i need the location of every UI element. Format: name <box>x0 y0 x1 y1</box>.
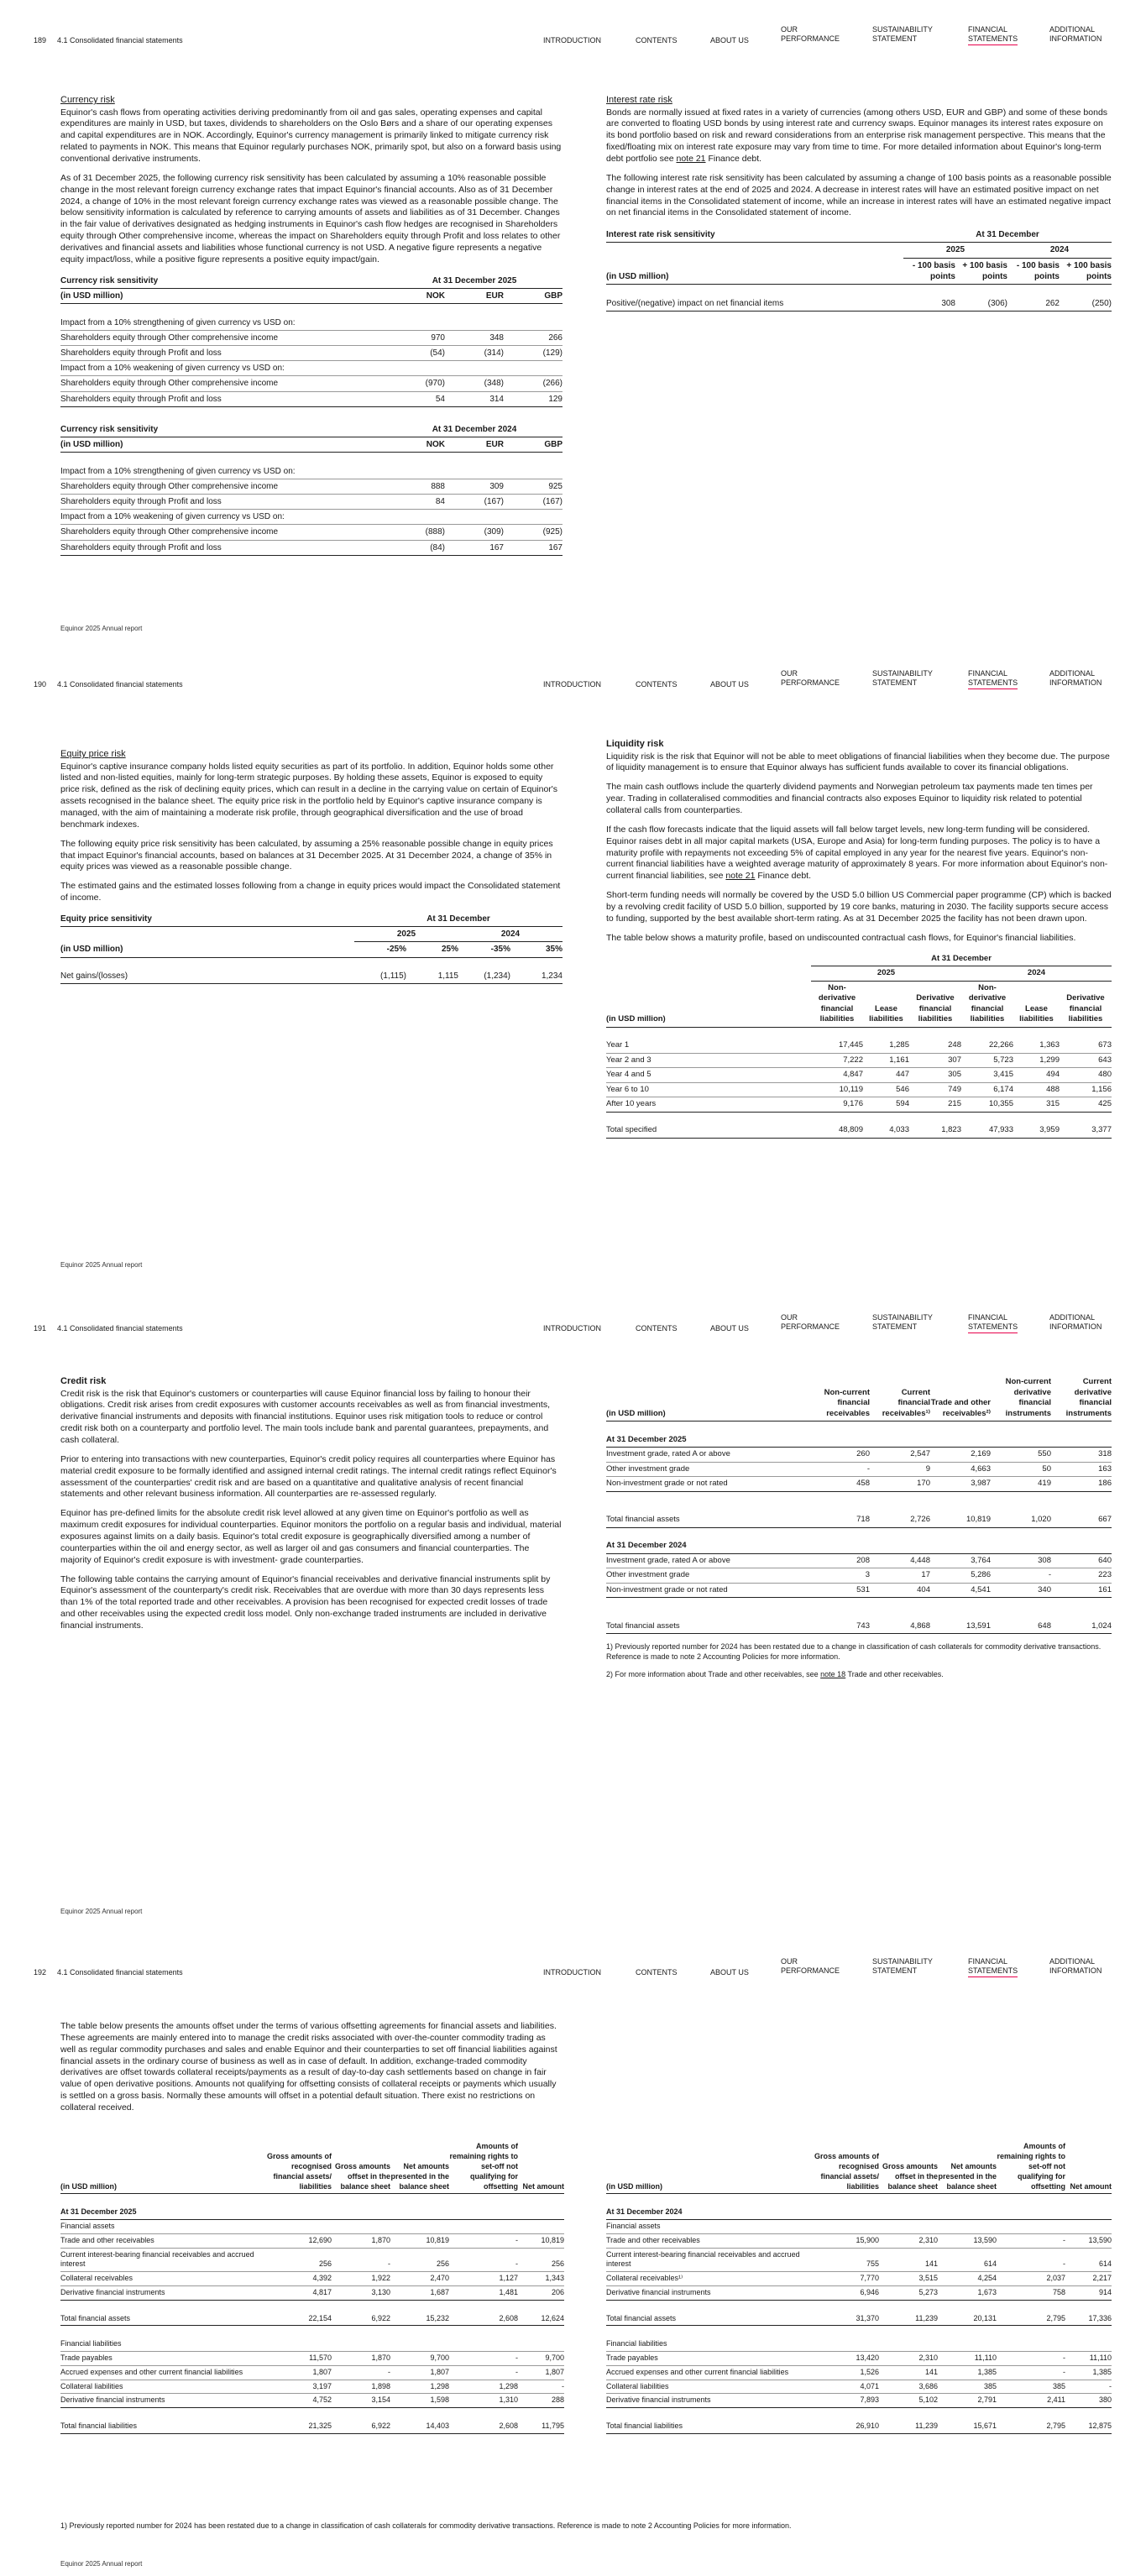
offsetting-paragraph: The table below presents the amounts offset under the terms of various offsetting agreements for financial assets and liabilities. These agreements are mainly entered into to manage the credit risks associated with over-the-counter commodity trading as well as regular commodity purchases and sales and enable Equinor and their counterparties to set off financial liabilities against financial assets in the ordinary course of business as well as in case of default. In addition, exchange-traded commodity derivatives are offset towards collateral receipts/payments as a result of day-to-day cash settlements based on change in fair value of open derivative positions. Amounts not qualifying for offsetting consists of collateral receipts or payments which usually is settled on a gross basis. Normally these amounts will offset in a potential default situation. There exist no restrictions on collateral received. <box>60 2021 557 2113</box>
table-unit: (in USD million) <box>60 288 386 303</box>
nav-about-us[interactable]: ABOUT US <box>710 1968 749 1977</box>
table-row: Impact from a 10% strengthening of given currency vs USD on: <box>60 464 563 479</box>
liquidity-paragraph: Liquidity risk is the risk that Equinor will not be able to meet obligations of financial liabilities when they become due. The purpose of liquidity management is to ensure that Equinor always has sufficient funds available to cover its financial obligations. <box>606 751 1110 773</box>
page-header <box>0 1313 1146 1338</box>
nav-our-performance[interactable]: OUR PERFORMANCE <box>781 1313 840 1331</box>
page-header <box>0 669 1146 694</box>
section-title: 4.1 Consolidated financial statements <box>57 1968 183 1977</box>
offsetting-table-2025: (in USD million) Gross amounts of recognised financial assets/ liabilities Gross amounts offset in the balance sheet Net amounts presented in the balance sheet Amounts of remaining rights to set-off not qualifying for offsetting Net amount At 31 December 2025 Financial assets Trade and other receivables 12,690 1,870 10,819 - 10,819 Current interest-bearing financial receivables and accrued interest 256 - 256 - 256 Collateral receivables 4,392 1,922 2,470 1,127 1,343 Derivative financial instruments 4,817 3,130 1,687 1,481 206 Total financial assets 22,154 6,922 15,232 2,608 12,624 Financial liabilities Trade payables 11,570 1,870 9,700 - 9,700 Accrued expenses and other current financial liabilities 1,807 - 1,807 - 1,807 Collateral liabilities 3,197 1,898 1,298 1,298 - Derivative financial instruments 4,752 3,154 1,598 1,310 288 Total financial liabilities 21,325 6,922 14,403 2,608 11,795 <box>60 2140 564 2434</box>
credit-paragraph: The following table contains the carrying amount of Equinor's financial receivables and derivative financial instruments split by Equinor's assessment of the counterparty's credit risk. Receivables that are overdue with more than 30 days represents less than 1% of the total reported trade and other receivables. A provision has been recognised for expected credit losses of trade and other receivables using the expected credit loss model. Only non-exchange traded instruments are included in derivative financial instruments. <box>60 1573 551 1631</box>
nav-sustainability-statement[interactable]: SUSTAINABILITY STATEMENT <box>872 1957 933 1975</box>
footer: Equinor 2025 Annual report <box>60 625 143 632</box>
table-row: Collateral liabilities 3,197 1,898 1,298 1,298 - <box>60 2380 564 2394</box>
footer: Equinor 2025 Annual report <box>60 1908 143 1915</box>
page-number: 191 <box>34 1324 47 1333</box>
page-191 <box>0 1288 1146 1932</box>
nav-sustainability-statement[interactable]: SUSTAINABILITY STATEMENT <box>872 669 933 687</box>
nav-financial-statements[interactable]: FINANCIAL STATEMENTS <box>968 669 1018 689</box>
liquidity-risk-title: Liquidity risk <box>606 739 664 749</box>
table-group-label: Financial liabilities <box>60 2338 122 2348</box>
table-row: Shareholders equity through Profit and loss 84 (167) (167) <box>60 494 563 509</box>
table-row: Year 2 and 3 7,222 1,161 307 5,723 1,299 643 <box>606 1053 1112 1068</box>
page-number: 190 <box>34 680 47 689</box>
nav-about-us[interactable]: ABOUT US <box>710 680 749 689</box>
table-subheading: At 31 December 2025 <box>606 1434 687 1444</box>
table-row: Trade payables 11,570 1,870 9,700 - 9,700 <box>60 2351 564 2365</box>
table-total-row: Total financial liabilities 21,325 6,922 14,403 2,608 11,795 <box>60 2420 564 2433</box>
equity-paragraph: The following equity price risk sensitivity has been calculated, by assuming a 25% reasonable possible change in equity prices that impact Equinor's financial accounts, based on balances at 31 December 2025. At 31 December 2024, a change of 35% in equity prices was viewed as a reasonable possible change. <box>60 838 553 872</box>
table-row: Shareholders equity through Profit and loss 54 314 129 <box>60 391 563 406</box>
credit-paragraph: Prior to entering into transactions with new counterparties, Equinor's credit policy requires all counterparties where Equinor has material credit exposure to be formally identified and assigned internal credit ratings. The internal credit ratings reflect Equinor's assessment of the counterparties' credit risk and are based on a quantitative and qualitative analysis of recent financial statements and other relevant business information. All counterparties are re-assessed regularly. <box>60 1453 557 1500</box>
interest-rate-risk-column <box>606 94 1112 312</box>
equity-paragraph: Equinor's captive insurance company holds listed equity securities as part of its portfolio. In addition, Equinor holds some other listed and non-listed equities, mainly for long-term strategic purposes. By holding these assets, Equinor is exposed to equity price risk, defined as the risk of declining equity prices, which can result in a decline in the carrying value on certain of Equinor's assets recognised in the balance sheet. The equity price risk in the portfolio held by Equinor's captive insurance company is managed, with the aim of maintaining a moderate risk profile, through geographical diversification and the use of broad benchmark indexes. <box>60 761 558 830</box>
table-row: Impact from a 10% weakening of given currency vs USD on: <box>60 510 563 525</box>
table-row: Derivative financial instruments 6,946 5,273 1,673 758 914 <box>606 2286 1112 2301</box>
nav-financial-statements[interactable]: FINANCIAL STATEMENTS <box>968 25 1018 45</box>
table-row: Other investment grade 3 17 5,286 - 223 <box>606 1568 1112 1584</box>
table-row: Positive/(negative) impact on net financial items 308 (306) 262 (250) <box>606 296 1112 312</box>
table-total-row: Total financial assets 22,154 6,922 15,232 2,608 12,624 <box>60 2312 564 2326</box>
table-row: Trade and other receivables 15,900 2,310 13,590 - 13,590 <box>606 2233 1112 2248</box>
nav-introduction[interactable]: INTRODUCTION <box>543 36 601 45</box>
nav-additional-information[interactable]: ADDITIONAL INFORMATION <box>1049 25 1102 43</box>
table-row: Non-investment grade or not rated 458 170 3,987 419 186 <box>606 1477 1112 1492</box>
credit-risk-column <box>60 1375 563 1640</box>
page-header <box>0 1957 1146 1982</box>
table-period: At 31 December 2024 <box>386 422 563 437</box>
note-link[interactable]: note 18 <box>820 1670 846 1679</box>
table-subheading: At 31 December 2024 <box>606 2207 683 2216</box>
equity-price-sensitivity-table: Equity price sensitivity At 31 December 2025 2024 (in USD million) -25% 25% -35% 35% Net gains/(losses) (1,115) 1,115 (1,234) 1,234 <box>60 912 563 984</box>
table-group-label: Financial liabilities <box>606 2338 667 2348</box>
nav-contents[interactable]: CONTENTS <box>636 1968 678 1977</box>
nav-our-performance[interactable]: OUR PERFORMANCE <box>781 1957 840 1975</box>
page-189 <box>0 0 1146 644</box>
nav-our-performance[interactable]: OUR PERFORMANCE <box>781 25 840 43</box>
table-row: Shareholders equity through Other comprehensive income (970) (348) (266) <box>60 376 563 391</box>
table-total-row: Total financial liabilities 26,910 11,239 15,671 2,795 12,875 <box>606 2420 1112 2433</box>
table-row: Accrued expenses and other current financial liabilities 1,526 141 1,385 - 1,385 <box>606 2365 1112 2380</box>
equity-paragraph: The estimated gains and the estimated losses following from a change in equity prices would impact the Consolidated statement of income. <box>60 881 561 903</box>
nav-financial-statements[interactable]: FINANCIAL STATEMENTS <box>968 1313 1018 1333</box>
interest-rate-sensitivity-table: Interest rate risk sensitivity At 31 December 2025 2024 (in USD million) - 100 basis points + 100 basis points - 100 basis points + 100 basis points Positive/(negative) impact on net financial items 308 (306) 262 (250) <box>606 228 1112 311</box>
table-group-label: Financial assets <box>60 2221 115 2230</box>
nav-introduction[interactable]: INTRODUCTION <box>543 1968 601 1977</box>
currency-risk-paragraph: Equinor's cash flows from operating activities deriving predominantly from oil and gas sales, operating expenses and capital expenditures are mainly in USD, but taxes, dividends to shareholders on the Oslo Børs and a share of our operating expenses and capital expenditures are in NOK. Accordingly, Equinor's currency management is primarily linked to mitigate currency risk related to payments in NOK. This means that Equinor regularly purchases NOK, primarily spot, but also on a forward basis using conventional derivative instruments. <box>60 107 562 164</box>
table-row: Collateral receivables¹⁾ 7,770 3,515 4,254 2,037 2,217 <box>606 2272 1112 2286</box>
table-row: Derivative financial instruments 4,817 3,130 1,687 1,481 206 <box>60 2286 564 2301</box>
table-total-row: Total financial assets 743 4,868 13,591 648 1,024 <box>606 1620 1112 1634</box>
currency-risk-title: Currency risk <box>60 95 115 105</box>
nav-financial-statements[interactable]: FINANCIAL STATEMENTS <box>968 1957 1018 1977</box>
table-row: Non-investment grade or not rated 531 404 4,541 340 161 <box>606 1583 1112 1598</box>
table-row: Accrued expenses and other current financial liabilities 1,807 - 1,807 - 1,807 <box>60 2365 564 2380</box>
table-row: Impact from a 10% strengthening of given currency vs USD on: <box>60 316 563 331</box>
table-row: Shareholders equity through Other comprehensive income 888 309 925 <box>60 479 563 494</box>
page-190 <box>0 644 1146 1288</box>
col-header: EUR <box>445 288 504 303</box>
credit-risk-title: Credit risk <box>60 1376 107 1386</box>
table-total-row: Total financial assets 718 2,726 10,819 1,020 667 <box>606 1513 1112 1527</box>
table-group-label: Financial assets <box>606 2221 661 2230</box>
note-link[interactable]: note 21 <box>725 871 756 882</box>
table-row: Other investment grade - 9 4,663 50 163 <box>606 1462 1112 1477</box>
currency-sensitivity-table-2025 <box>60 274 563 407</box>
interest-rate-paragraph: The following interest rate risk sensitivity has been calculated by assuming a change of 100 basis points as a reasonable possible change in interest rates at the end of 2025 and 2024. A decrease in interest rates will have an estimated positive impact on net financial items in the Consolidated statement of income, while an increase in interest rates will have an estimated negative impact on net financial items in the Consolidated statement of income. <box>606 172 1112 218</box>
table-row: Shareholders equity through Other comprehensive income 970 348 266 <box>60 330 563 345</box>
table-row: Trade payables 13,420 2,310 11,110 - 11,110 <box>606 2351 1112 2365</box>
table-period: At 31 December 2025 <box>386 274 563 289</box>
nav-additional-information[interactable]: ADDITIONAL INFORMATION <box>1049 669 1102 687</box>
nav-contents[interactable]: CONTENTS <box>636 36 678 45</box>
nav-sustainability-statement[interactable]: SUSTAINABILITY STATEMENT <box>872 25 933 43</box>
col-header: NOK <box>386 288 445 303</box>
table-row: Net gains/(losses) (1,115) 1,115 (1,234) 1,234 <box>60 969 563 984</box>
table-row: Year 6 to 10 10,119 546 749 6,174 488 1,156 <box>606 1082 1112 1097</box>
footer: Equinor 2025 Annual report <box>60 1261 143 1269</box>
col-header: GBP <box>504 288 563 303</box>
nav-about-us[interactable]: ABOUT US <box>710 1324 749 1333</box>
page-192 <box>0 1932 1146 2576</box>
liquidity-risk-column <box>606 738 1112 1139</box>
offsetting-intro <box>60 2021 563 2122</box>
liquidity-paragraph: Short-term funding needs will normally be covered by the USD 5.0 billion US Commercial paper programme (CP) which is backed by a revolving credit facility of USD 5.0 billion, supported by 19 core banks, maturing in 2030. The facility supports secure access to funding, supported by the best available short-term rating. As at 31 December 2025 the facility has not been drawn upon. <box>606 890 1112 924</box>
table-row: Current interest-bearing financial receivables and accrued interest 256 - 256 - 256 <box>60 2248 564 2272</box>
section-title: 4.1 Consolidated financial statements <box>57 36 183 45</box>
equity-price-risk-title: Equity price risk <box>60 749 126 759</box>
nav-contents[interactable]: CONTENTS <box>636 680 678 689</box>
page-number: 189 <box>34 36 47 45</box>
footnote: 1) Previously reported number for 2024 has been restated due to a change in classification of cash collaterals for commodity derivative transactions. Reference is made to note 2 Accounting Policies for more information. <box>60 2521 792 2530</box>
liquidity-paragraph: The table below shows a maturity profile, based on undiscounted contractual cash flows, for Equinor's financial liabilities. <box>606 932 1076 943</box>
credit-paragraph: Credit risk is the risk that Equinor's customers or counterparties will cause Equinor financial loss by failing to honour their obligations. Credit risk arises from credit exposures with customer accounts receivables as well as from financial investments, derivative financial instruments and deposits with financial institutions. Equinor uses risk mitigation tools to reduce or control credit risk both on a counterparty and portfolio level. The main tools include bank and parental guarantees, prepayments, and cash collateral. <box>60 1388 550 1445</box>
page-header <box>0 25 1146 50</box>
table-total-row: Total financial assets 31,370 11,239 20,131 2,795 17,336 <box>606 2312 1112 2326</box>
credit-exposure-table: (in USD million) Non-current financial receivables Current financial receivables¹⁾ Trade and other receivables²⁾ Non-current derivative financial instruments Current derivative financial instruments At 31 December 2025 Investment grade, rated A or above 260 2,547 2,169 550 318 Other investment grade - 9 4,663 50 163 Non-investment grade or not rated 458 170 3,987 419 186 Total financial assets 718 2,726 10,819 1,020 667 At 31 December 2024 Investment grade, rated A or above 208 4,448 3,764 308 640 Other investment grade 3 17 5,286 - 223 Non-investment grade or not rated 531 404 4,541 340 161 Total financial assets 743 4,868 13,591 648 1,024 <box>606 1375 1112 1634</box>
nav-our-performance[interactable]: OUR PERFORMANCE <box>781 669 840 687</box>
footnote: 1) Previously reported number for 2024 has been restated due to a change in classification of cash collaterals for commodity derivative transactions. Reference is made to note 2 Accounting Policies for more information. <box>606 1642 1102 1662</box>
table-subheading: At 31 December 2024 <box>606 1541 687 1551</box>
table-unit: (in USD million) <box>60 437 386 452</box>
table-title: Currency risk sensitivity <box>60 274 386 289</box>
table-row: Collateral receivables 4,392 1,922 2,470 1,127 1,343 <box>60 2272 564 2286</box>
table-row: Shareholders equity through Profit and loss (84) 167 167 <box>60 540 563 555</box>
page-number: 192 <box>34 1968 47 1977</box>
table-row: Trade and other receivables 12,690 1,870 10,819 - 10,819 <box>60 2233 564 2248</box>
section-title: 4.1 Consolidated financial statements <box>57 1324 183 1333</box>
table-row: Current interest-bearing financial receivables and accrued interest 755 141 614 - 614 <box>606 2248 1112 2272</box>
table-row: Year 1 17,445 1,285 248 22,266 1,363 673 <box>606 1039 1112 1053</box>
footer: Equinor 2025 Annual report <box>60 2560 143 2568</box>
interest-rate-paragraph: Bonds are normally issued at fixed rates in a variety of currencies (among others USD, EUR and GBP) and some of these bonds are converted to floating USD bonds by using interest rate and currency swaps. Equinor manages its interest rates exposure on its bond portfolio based on risk and reward considerations from an enterprise risk management perspective. This means that the fixed/floating mix on interest rate exposure may vary from time to time. For more detailed information about Equinor's long-term debt portfolio see note 21 Finance debt. <box>606 107 1108 164</box>
nav-introduction[interactable]: INTRODUCTION <box>543 1324 601 1333</box>
table-row: Derivative financial instruments 7,893 5,102 2,791 2,411 380 <box>606 2394 1112 2408</box>
table-row: Shareholders equity through Profit and loss (54) (314) (129) <box>60 345 563 360</box>
interest-rate-risk-title: Interest rate risk <box>606 95 672 105</box>
table-row: Year 4 and 5 4,847 447 305 3,415 494 480 <box>606 1068 1112 1083</box>
nav-introduction[interactable]: INTRODUCTION <box>543 680 601 689</box>
offsetting-table-2024: (in USD million) Gross amounts of recognised financial assets/ liabilities Gross amounts offset in the balance sheet Net amounts presented in the balance sheet Amounts of remaining rights to set-off not qualifying for offsetting Net amount At 31 December 2024 Financial assets Trade and other receivables 15,900 2,310 13,590 - 13,590 Current interest-bearing financial receivables and accrued interest 755 141 614 - 614 Collateral receivables¹⁾ 7,770 3,515 4,254 2,037 2,217 Derivative financial instruments 6,946 5,273 1,673 758 914 Total financial assets 31,370 11,239 20,131 2,795 17,336 Financial liabilities Trade payables 13,420 2,310 11,110 - 11,110 Accrued expenses and other current financial liabilities 1,526 141 1,385 - 1,385 Collateral liabilities 4,071 3,686 385 385 - Derivative financial instruments 7,893 5,102 2,791 2,411 380 Total financial liabilities 26,910 11,239 15,671 2,795 12,875 <box>606 2140 1112 2434</box>
note-link[interactable]: note 21 <box>676 153 706 164</box>
table-row: After 10 years 9,176 594 215 10,355 315 425 <box>606 1097 1112 1113</box>
nav-about-us[interactable]: ABOUT US <box>710 36 749 45</box>
equity-price-risk-column <box>60 748 563 984</box>
table-row: Impact from a 10% weakening of given currency vs USD on: <box>60 361 563 376</box>
currency-risk-paragraph: As of 31 December 2025, the following currency risk sensitivity has been calculated by assuming a 10% reasonable possible change in the most relevant foreign currency exchange rates that impact Equinor's financial accounts. Also as of 31 December 2024, a change of 10% in the most relevant foreign currency exchange rates was viewed as a reasonable possible change. The below sensitivity information is calculated by reference to carrying amounts of assets and liabilities as of 31 December. Changes in the fair value of derivatives designated as hedging instruments in Equinor's cash flow hedges are recognised in Shareholders equity through Other comprehensive income, whereas the impact on Shareholders equity through Profit and loss relates to other derivatives and financial assets and liabilities whose functional currency is not USD. A negative figure represents a negative equity impact/loss, while a positive figure represents a positive equity impact/gain. <box>60 172 561 264</box>
table-row: Collateral liabilities 4,071 3,686 385 385 - <box>606 2380 1112 2394</box>
credit-paragraph: Equinor has pre-defined limits for the absolute credit risk level allowed at any given time on Equinor's portfolio as well as maximum credit exposures for individual counterparties. Equinor monitors the portfolio on a regular basis and individual, material exposures against limits on a daily basis. Equinor's total credit exposure is geographically diversified among a number of counterparties within the oil and energy sector, as well as larger oil and gas consumers and financial counterparties. The majority of Equinor's credit exposure is with investment- grade counterparties. <box>60 1508 562 1565</box>
credit-exposure-column <box>606 1375 1112 1688</box>
table-subheading: At 31 December 2025 <box>60 2207 137 2216</box>
liquidity-paragraph: The main cash outflows include the quarterly dividend payments and Norwegian petroleum tax payments made ten times per year. Trading in collateralised commodities and financial contracts also exposes Equinor to liquidity risk related to potential collateral calls from counterparties. <box>606 782 1093 815</box>
table-total-row: Total specified 48,809 4,033 1,823 47,933 3,959 3,377 <box>606 1123 1112 1138</box>
nav-contents[interactable]: CONTENTS <box>636 1324 678 1333</box>
table-row: Shareholders equity through Other comprehensive income (888) (309) (925) <box>60 525 563 540</box>
table-title: Currency risk sensitivity <box>60 422 386 437</box>
table-row: Investment grade, rated A or above 260 2,547 2,169 550 318 <box>606 1448 1112 1463</box>
section-title: 4.1 Consolidated financial statements <box>57 680 183 689</box>
nav-additional-information[interactable]: ADDITIONAL INFORMATION <box>1049 1313 1102 1331</box>
table-row: Investment grade, rated A or above 208 4,448 3,764 308 640 <box>606 1553 1112 1568</box>
footnote: 2) For more information about Trade and other receivables, see note 18 Trade and other receivables. <box>606 1670 944 1679</box>
currency-risk-column <box>60 94 563 556</box>
liquidity-paragraph: If the cash flow forecasts indicate that the liquid assets will fall below target levels, new long-term funding will be considered. Equinor raises debt in all major capital markets (USA, Europe and Asia) for long-term funding purposes. The policy is to have a maturity profile with repayments not exceeding 5% of capital employed in any year for the nearest five years. Equinor's non- current financial liabilities have a weighted average maturity of approximately 8 years. For more information about Equinor's non-current financial liabilities, see note 21 Finance debt. <box>606 824 1108 882</box>
nav-additional-information[interactable]: ADDITIONAL INFORMATION <box>1049 1957 1102 1975</box>
nav-sustainability-statement[interactable]: SUSTAINABILITY STATEMENT <box>872 1313 933 1331</box>
currency-sensitivity-table-2024: Currency risk sensitivity At 31 December 2024 (in USD million) NOK EUR GBP Impact from a 10% strengthening of given currency vs USD on: Shareholders equity through Other comprehensive income 888 309 925 Shareholders equity through Profit and loss 84 (167) (167) Impact from a 10% weakening of given currency vs USD on: Shareholders equity through Other comprehensive income (888) (309) (925) Shareholders equity through Profit and loss (84) 167 167 <box>60 422 563 556</box>
maturity-profile-table: At 31 December 2025 2024 (in USD million) Non-derivative financial liabilities Lease liabilities Derivative financial liabilities Non-derivative financial liabilities Lease liabilities Derivative financial liabilities Year 1 17,445 1,285 248 22,266 1,363 673 Year 2 and 3 7,222 1,161 307 5,723 1,299 643 Year 4 and 5 4,847 447 305 3,415 494 480 Year 6 to 10 10,119 546 749 6,174 488 1,156 After 10 years 9,176 594 215 10,355 315 425 Total specified 48,809 4,033 1,823 47,933 3,959 3,377 <box>606 952 1112 1139</box>
table-row: Derivative financial instruments 4,752 3,154 1,598 1,310 288 <box>60 2394 564 2408</box>
